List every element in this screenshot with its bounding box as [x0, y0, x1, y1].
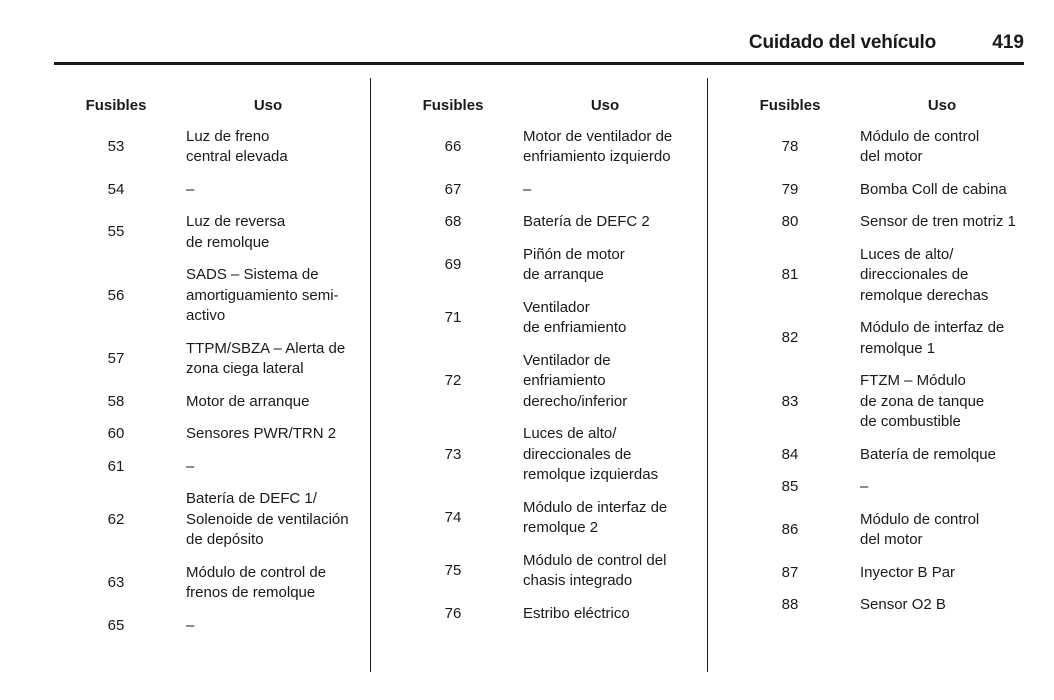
fuse-number: 81: [781, 266, 799, 283]
fuse-use-line: TTPM/SBZA – Alerta de: [186, 339, 346, 357]
fuse-use-line: Batería de DEFC 2: [523, 213, 650, 230]
fuse-number: 53: [107, 137, 125, 155]
fuse-use-line: –: [186, 457, 195, 475]
table-row: [728, 180, 1032, 213]
fuse-number: 60: [107, 425, 125, 442]
column-divider-1: [370, 78, 371, 672]
fuse-use-line: del motor: [860, 531, 923, 548]
fuse-use-line: activo: [186, 307, 226, 324]
fuse-use-line: Motor de ventilador de: [523, 127, 673, 145]
fuse-use-line: Módulo de interfaz de: [860, 319, 1005, 336]
page-header: [54, 28, 1024, 58]
fuse-use: [178, 212, 358, 265]
fuse-use-line: Módulo de interfaz de: [523, 498, 668, 516]
fuse-use-line: frenos de remolque: [186, 584, 316, 601]
fuse-use-line: central elevada: [186, 148, 288, 165]
fuse-use-line: chasis integrado: [523, 572, 633, 589]
table-header-row: [391, 96, 695, 127]
fuse-use-line: Bomba Coll de cabina: [860, 180, 1007, 198]
table-row: [54, 424, 358, 457]
fuse-use: [178, 489, 358, 563]
table-header-row: [728, 96, 1032, 127]
fuse-use: [515, 498, 695, 551]
fuse-use-line: Batería de DEFC 1/: [186, 490, 317, 507]
fuse-use-line: SADS – Sistema de: [186, 266, 319, 283]
table-row: [54, 457, 358, 490]
fuse-use: [178, 127, 358, 180]
fuse-use-line: Estribo eléctrico: [523, 604, 630, 622]
fuse-use: [178, 563, 358, 616]
table-header-row: [54, 96, 358, 127]
fuse-number: 74: [444, 508, 462, 526]
fuse-use-line: direccionales de: [860, 266, 969, 283]
fuse-number: 73: [444, 445, 462, 463]
fuse-number: 61: [107, 457, 125, 475]
fuse-use-line: de arranque: [523, 266, 604, 283]
fuse-number: 86: [781, 520, 799, 538]
fuse-use-line: Luz de reversa: [186, 213, 286, 230]
column-header-use: Uso: [927, 97, 957, 114]
page-number: 419: [992, 32, 1024, 53]
fuse-use: [178, 616, 358, 649]
section-title: Cuidado del vehículo: [748, 32, 936, 53]
fuse-number: 87: [781, 563, 799, 581]
fuse-use: [852, 371, 1032, 445]
table-row: [54, 616, 358, 649]
fuse-use-line: Módulo de control: [860, 510, 980, 528]
fuse-use: [852, 318, 1032, 371]
fuse-use-line: Batería de remolque: [860, 445, 996, 463]
fuse-use: [852, 563, 1032, 596]
table-row: [391, 180, 695, 213]
fuse-use: [515, 212, 695, 245]
fuse-use-line: Motor de arranque: [186, 392, 310, 410]
fuse-use: [852, 445, 1032, 478]
fuse-use-line: –: [186, 180, 195, 198]
fuse-use: [178, 424, 358, 457]
fuse-use: [515, 351, 695, 425]
table-row: [391, 498, 695, 551]
fuse-use-line: Módulo de control del: [523, 551, 667, 569]
table-row: [728, 595, 1032, 628]
fuse-use: [178, 339, 358, 392]
fuse-number: 88: [781, 596, 799, 613]
table-row: [728, 445, 1032, 478]
table-row: [54, 339, 358, 392]
fuse-use-line: Ventilador: [523, 298, 590, 316]
table-row: [728, 245, 1032, 319]
fuse-use-line: remolque 2: [523, 519, 599, 536]
fuse-use: [852, 477, 1032, 510]
fuse-use-line: de depósito: [186, 531, 264, 548]
table-row: [728, 510, 1032, 563]
fuse-number: 54: [107, 180, 125, 198]
fuse-number: 55: [107, 223, 125, 241]
fuse-number: 69: [444, 255, 462, 273]
fuse-use-line: remolque izquierdas: [523, 466, 659, 483]
table-row: [54, 212, 358, 265]
fuse-use-line: de enfriamiento: [523, 319, 627, 336]
fuse-use-line: –: [186, 616, 195, 634]
column-divider-2: [707, 78, 708, 672]
fuse-use: [852, 245, 1032, 319]
fuse-use: [515, 245, 695, 298]
fuse-number: 57: [107, 349, 125, 367]
fuse-number: 84: [781, 445, 799, 463]
fuse-number: 66: [444, 137, 462, 155]
fuse-use-line: FTZM – Módulo: [860, 372, 966, 389]
fuse-use-line: Módulo de control: [860, 127, 980, 145]
fuse-use-line: enfriamiento: [523, 372, 606, 389]
fuse-use: [178, 180, 358, 213]
fuse-use-line: amortiguamiento semi-: [186, 286, 339, 304]
table-row: [391, 424, 695, 498]
table-row: [728, 127, 1032, 180]
fuse-number: 65: [107, 616, 125, 634]
table-row: [391, 298, 695, 351]
fuse-use-line: de remolque: [186, 233, 270, 251]
table-row: [728, 477, 1032, 510]
fuse-use-line: –: [860, 478, 869, 495]
table-row: [54, 563, 358, 616]
fuse-number: 62: [107, 510, 125, 528]
fuse-use-line: direccionales de: [523, 445, 632, 463]
fuse-number: 82: [781, 329, 799, 347]
fuse-use: [178, 457, 358, 490]
fuse-number: 80: [781, 213, 799, 230]
fuse-use-line: Sensor de tren motriz 1: [860, 213, 1016, 230]
fuse-table-1: [54, 96, 358, 648]
fuse-number: 58: [107, 392, 125, 410]
fuse-use-line: remolque derechas: [860, 286, 989, 304]
table-row: [391, 212, 695, 245]
fuse-table-2: [391, 96, 695, 636]
fuse-number: 76: [444, 604, 462, 622]
fuse-use: [852, 212, 1032, 245]
table-body: [54, 127, 358, 649]
fuse-use-line: de zona de tanque: [860, 392, 985, 410]
fuse-use: [515, 180, 695, 213]
fuse-use: [852, 510, 1032, 563]
fuse-use-line: Solenoide de ventilación: [186, 510, 349, 528]
table-row: [728, 212, 1032, 245]
table-row: [391, 127, 695, 180]
table-body: [728, 127, 1032, 628]
fuse-use-line: Ventilador de: [523, 351, 611, 369]
fuse-use-line: Sensores PWR/TRN 2: [186, 425, 337, 442]
fuse-use: [852, 180, 1032, 213]
table-row: [391, 245, 695, 298]
fuse-number: 67: [444, 180, 462, 198]
fuse-use: [515, 298, 695, 351]
fuse-use: [515, 551, 695, 604]
fuse-use-line: Inyector B Par: [860, 563, 956, 581]
column-header-fuses: Fusibles: [422, 97, 484, 114]
fuse-use-line: zona ciega lateral: [186, 360, 304, 377]
fuse-use: [515, 424, 695, 498]
table-body: [391, 127, 695, 637]
fuse-use-line: enfriamiento izquierdo: [523, 148, 671, 165]
table-row: [728, 563, 1032, 596]
fuse-number: 63: [107, 573, 125, 591]
fuse-use-line: del motor: [860, 148, 923, 165]
table-row: [391, 604, 695, 637]
fuse-number: 85: [781, 478, 799, 495]
fuse-number: 83: [781, 392, 799, 410]
fuse-use: [178, 265, 358, 339]
fuse-use: [852, 127, 1032, 180]
column-header-use: Uso: [590, 97, 620, 114]
fuse-use-line: Luces de alto/: [860, 245, 954, 263]
fuse-number: 71: [444, 308, 462, 326]
fuse-use-line: remolque 1: [860, 339, 936, 357]
fuse-use: [178, 392, 358, 425]
fuse-use-line: Sensor O2 B: [860, 596, 946, 613]
column-header-fuses: Fusibles: [85, 97, 147, 114]
fuse-number: 78: [781, 137, 799, 155]
table-row: [54, 180, 358, 213]
fuse-use-line: Módulo de control de: [186, 563, 327, 581]
fuse-number: 68: [444, 213, 462, 230]
table-row: [54, 489, 358, 563]
fuse-use: [515, 604, 695, 637]
fuse-use: [852, 595, 1032, 628]
table-row: [391, 351, 695, 425]
fuse-number: 75: [444, 561, 462, 579]
fuse-number: 72: [444, 372, 462, 389]
fuse-use-line: Luces de alto/: [523, 425, 617, 442]
fuse-use-line: –: [523, 180, 532, 198]
table-row: [728, 371, 1032, 445]
fuse-use-line: de combustible: [860, 413, 961, 430]
table-row: [54, 392, 358, 425]
header-rule: [54, 62, 1024, 65]
table-row: [54, 127, 358, 180]
fuse-use-line: derecho/inferior: [523, 392, 628, 410]
fuse-number: 79: [781, 180, 799, 198]
column-header-use: Uso: [253, 97, 283, 114]
fuse-table-3: [728, 96, 1032, 628]
table-row: [391, 551, 695, 604]
fuse-use-line: Luz de freno: [186, 127, 270, 145]
table-row: [728, 318, 1032, 371]
column-header-fuses: Fusibles: [759, 97, 821, 114]
fuse-use-line: Piñón de motor: [523, 245, 625, 263]
table-row: [54, 265, 358, 339]
fuse-use: [515, 127, 695, 180]
fuse-number: 56: [107, 286, 125, 304]
